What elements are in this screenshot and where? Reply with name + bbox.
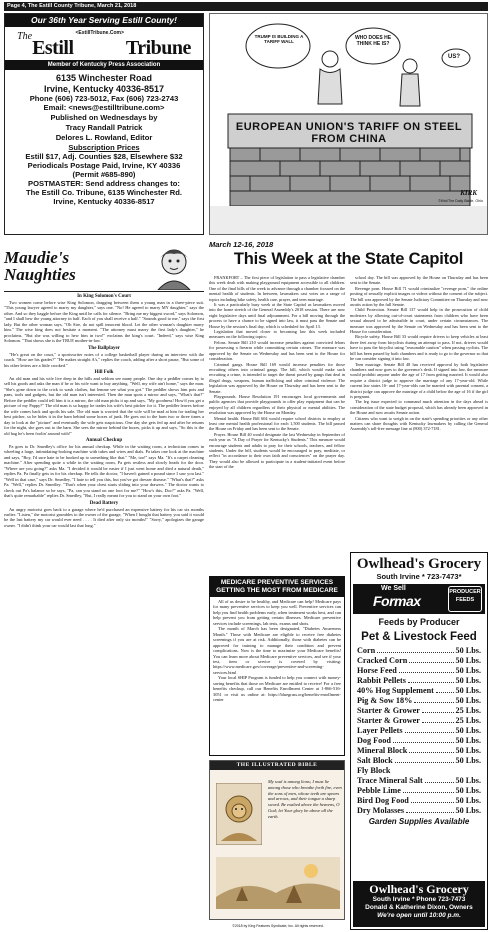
item-weight: 50 Lbs.: [455, 666, 481, 675]
masthead-banner: Our 36th Year Serving Estill County!: [5, 14, 203, 27]
ad-item: [357, 676, 481, 686]
ad-item: [357, 766, 481, 776]
ad-item: [357, 746, 481, 756]
item-weight: 25 Lbs.: [455, 706, 481, 715]
cartoon-bubble-who: WHO DOES HE THINK HE IS?: [354, 35, 392, 47]
page-header: Page 4, The Estill County Tribune, March 21, 2018: [4, 2, 488, 11]
ad-footer-owners: Donald & Katherine Dixon, Owners: [365, 904, 473, 911]
maudie-column: [4, 240, 204, 930]
cartoon-bubble-us: US?: [448, 54, 460, 60]
item-name: Corn: [357, 646, 376, 655]
maudie-title-line-2: Naughties: [4, 264, 76, 284]
medicare-paragraph: All of us desire to be healthy, and Medicare can help! Medicare pays for many preventive services to keep you well. Preventive services can help you find health problems early, when treatment works best, and can help prevent you from getting certain illnesses. Medicare preventive services include screenings, lab tests, exams and shots.: [213, 599, 341, 626]
article-paragraph: Citizens who want to weigh in on the state's spending priorities or any other matters can share thoughts with Kentucky lawmakers by calling the General Assembly's toll-free message line at (800) 372-7181.: [350, 415, 488, 432]
story-body: An old man and his wife live deep in the hills and seldom see many people. One day a peddler comes by to sell his goods and asks the man if he or his wife want to buy anything. "Well, my wife ain't home," says the man. "She's gone down to the crick to wash clothes, but lemme see what you got." The peddler shows him pots and pans, tools and gadgets, but the old man isn't interested. Then the man spots a mirror and says, "What's that?" Before the peddler could tell him it is a mirror, the old man picks it up and says, "My goodness! How'd you get a picture of my Pappy?" The old man is so happy he trades his wife's best pitcher for it. The peddler leaves before the wife comes back and spoils his sale. The old man is worried that the wife will be mad at him for trading her best pitcher, so he hides it in the barn behind some boxes of junk. He goes out to the barn two or three times a day to look at the "picture" and eventually the wife gets suspicious. One day she gets fed up and after he returns for the night, she goes out to the barn. She sees the mirror behind the boxes, picks it up and says, "So this is the old hag he's been foolin' around with!": [4, 375, 204, 436]
postmaster-line-3: Irvine, Kentucky 40336-8517: [53, 197, 155, 206]
article-paragraph: Prayer. House Bill 40 would designate the last Wednesday in September of each year as "A Day of Prayer for Kentucky's Students." This measure would encourage students and adults to pray for their schools, teachers, and fellow students. Under the bill, students would be encouraged to pray, meditate, or reflect "in accordance to their own faith and consciences" on the prayer day. They would also be allowed to participate in a student-initiated event before the start of the: [209, 431, 345, 470]
medicare-paragraph: The month of March has been designated, "Diabetes Awareness Month." Those with Medicare are eligible to receive free diabetes screenings if you are at risk. Additionally, those with diabetes can be approved for training to manage their condition and prevent complications. Now is the time to maximize your Medicare benefits! You can learn more about Medicare preventive services, and see if your test, item or service is covered by visiting: https://www.medicare.gov/coverage/preventive-and-screening-services.html: [213, 626, 341, 675]
medicare-heading-1: MEDICARE PREVENTIVE SERVICES: [220, 579, 334, 586]
badge-line-1: PRODUCER: [449, 589, 481, 595]
bible-verse: My soul is among lions; I must lie among those who breathe forth fire, even the sons of men, whose teeth are spears and arrows, and their tongue a sharp sword. Be exalted above the heavens, O God; let Your glory be above all the earth.: [268, 779, 342, 819]
item-name: Mineral Block: [357, 746, 408, 755]
item-weight: 50 Lbs.: [455, 786, 481, 795]
postmaster-line-1: POSTMASTER: Send address changes to:: [28, 179, 180, 188]
illustrated-bible-header: THE ILLUSTRATED BIBLE: [210, 761, 344, 770]
item-weight: 50 Lbs.: [455, 806, 481, 815]
article-paragraph: The leg issue expected to command much attention in the days ahead is consideration of the state budget proposal, which has already been approved in the House and now awaits Senate action.: [350, 399, 488, 416]
article-paragraph: Legislation that moved closer to becoming law this week included measures on the following topics:: [209, 329, 345, 340]
story-head: In King Solomon's Court: [77, 294, 131, 299]
ad-item: [357, 666, 481, 676]
item-weight: 50 Lbs.: [455, 656, 481, 665]
published-line: Published on Wednesdays by: [50, 113, 158, 122]
nameplate-estill: Estill: [32, 37, 74, 59]
ad-item: [357, 776, 481, 786]
medicare-heading-2: GETTING THE MOST FROM MEDICARE: [216, 587, 338, 594]
item-name: Starter & Grower: [357, 716, 420, 725]
ad-footer: [353, 881, 485, 927]
story-head: Dead Battery: [89, 500, 119, 506]
item-weight: 50 Lbs.: [455, 686, 481, 695]
item-name: Pebble Lime: [357, 786, 401, 795]
story-body: Two women come before wise King Solomon, dragging between them a young man in a three-piece suit. "This young lawyer agreed to marry my daughter," says one. "No! He agreed to marry MY daughter," says the other. And so they haggle before the King until he calls for silence. "Bring me my biggest sword," says Solomon, "and I shall hew the young attorney in half. Each of you shall receive a half." "Sounds good to me," says the first lady. But the other woman says, "Oh Sire, do not spill innocent blood. Let the other woman's daughter marry him." The wise king does not hesitate a moment. "The attorney must marry the first lady's daughter," he proclaims. "But she was willing to hew him in two!" exclaims the king's court. "Indeed," says wise King Solomon. "That shows she is the TRUE mother-in-law.": [4, 300, 204, 344]
ad-item: [357, 786, 481, 796]
ad-feeds-by: Feeds by Producer: [378, 617, 460, 627]
ad-item: [357, 726, 481, 736]
ad-item: [357, 656, 481, 666]
ad-item: [357, 646, 481, 656]
article-paragraph: Criminal gangs. House Bill 169 would increase penalties for those recruiting others into criminal gangs. The bill, which would make such recruiting a crime, is intended to target the threat posed by gangs that deal in illegal drugs, weapons, human trafficking and other criminal violence. The legislation was approved by the House on Thursday and has been sent to the Senate.: [209, 361, 345, 394]
item-weight: 50 Lbs.: [455, 646, 481, 655]
article-paragraph: Teen marriage. Senate Bill 48 has received approval by both legislative chambers and now goes to the governor's desk. If signed into law, the measure would prohibit anyone under the age of 17 from getting married. It would also require a district judge to approve the marriage of any 17-year-old. While current law states 16- and 17-year-olds can be married with parental consent, a district judge can approve the marriage of a child below the age of 16 if the girl is pregnant.: [350, 361, 488, 399]
item-name: Trace Mineral Salt: [357, 776, 423, 785]
maudie-header: [4, 240, 204, 292]
maudie-title: [4, 249, 76, 283]
ad-formax-band: [353, 584, 485, 614]
address-line-2: Irvine, Kentucky 40336-8517: [43, 83, 165, 94]
medicare-paragraph: Your local SHIP Program is funded to help you connect with money-saving benefits that those on Medicare are entitled to receive! For a free benefits checkup, call our Benefits Enrollment Center at 1-866-516-3051 or visit us online at: https://bluegrass.org/benefits-enrollment-center: [213, 675, 341, 703]
item-name: Salt Block: [357, 756, 393, 765]
cartoon-caption: EUROPEAN UNION'S TARIFF ON STEEL FROM CHINA: [235, 121, 463, 145]
landscape-illustration-icon: [216, 857, 340, 909]
item-weight: 25 Lbs.: [455, 716, 481, 725]
article-column-2: [350, 275, 488, 432]
postage-line: Periodicals Postage Paid, Irvine, KY 40336: [27, 161, 181, 170]
masthead-nameplate: [5, 27, 203, 60]
ad-item: [357, 736, 481, 746]
item-name: 40% Hog Supplement: [357, 686, 434, 695]
article-headline: This Week at the State Capitol: [233, 250, 464, 268]
maudie-portrait-icon: [148, 242, 200, 290]
article-paragraph: school day. The bill was approved by the House on Thursday and has been sent to the Senate.: [350, 275, 488, 286]
item-name: Dog Food: [357, 736, 391, 745]
item-weight: 50 Lbs.: [455, 676, 481, 685]
item-weight: 50 Lbs.: [455, 796, 481, 805]
ad-item: [357, 756, 481, 766]
article-paragraph: Bicycle safety. House Bill 33 would require drivers to keep vehicles at least three feet away from bicyclists during an attempt to pass. If not, drivers would have to pass the bicyclist using "reasonable caution" when passing cyclists. The bill has been passed by both chambers and is ready to go to the governor so that he can consider signing it into law.: [350, 334, 488, 362]
masthead-address-block: [5, 70, 203, 206]
story-head: Annual Checkup: [85, 437, 123, 443]
ad-item: [357, 796, 481, 806]
lion-illustration-icon: [216, 783, 262, 845]
illustrated-bible-box: [209, 760, 345, 928]
item-name: Layer Pellets: [357, 726, 403, 735]
ad-item: [357, 806, 481, 816]
story-body: "He's great on the court," a sportswriter notes of a college basketball player during an interview with the coach. "How are his grades?" "He makes straight A's," replies the coach, adding after a short pause, "But some of his other letters are a little crooked.": [4, 351, 204, 368]
article-paragraph: It was a particularly busy week at the State Capitol as lawmakers moved into the home stretch of the General Assembly's 2018 session. There are now eight legislative days until final adjournment. For a bill moving through the process to have a chance to be signed into law, it must pass the Senate and House by the session's final day, which is scheduled for April 13.: [209, 302, 345, 329]
address-line-1: 6135 Winchester Road: [56, 73, 152, 83]
cartoon-signature: KIRK: [460, 189, 477, 197]
ad-formax-logo: Formax: [373, 593, 421, 609]
subscription-prices: Estill $17, Adj. Counties $28, Elsewhere $32: [25, 152, 183, 161]
ad-we-sell: We Sell: [381, 585, 406, 592]
story-head: Hill Folk: [94, 369, 114, 375]
item-weight: 50 Lbs.: [455, 746, 481, 755]
publisher-name-2: Delores L. Rowland, Editor: [55, 133, 153, 142]
article-date: March 12-16, 2018: [209, 240, 274, 249]
subscription-heading: Subscription Prices: [68, 143, 140, 152]
nameplate-tribune: Tribune: [125, 37, 191, 59]
article-paragraph: Felons. Senate Bill 210 would increase penalties against convicted felons for possessing a firearm while committing certain crimes. The measure was approved by the Senate on Wednesday and has been sent to the House for consideration.: [209, 339, 345, 362]
item-name: Pig & Sow 18%: [357, 696, 413, 705]
item-name: Fly Block: [357, 766, 391, 775]
item-weight: 50 Lbs.: [455, 736, 481, 745]
publisher-name-1: Tracy Randall Patrick: [65, 123, 143, 132]
medicare-header: [210, 577, 344, 597]
illustrated-credit: ©2018 by King Features Syndicate, Inc. All rights reserved.: [232, 924, 324, 928]
ad-store-phone: South Irvine * 723-7473*: [376, 572, 462, 581]
owlheads-grocery-ad: [350, 552, 488, 930]
ad-footer-hours: We're open until 10:00 p.m.: [377, 912, 461, 919]
item-name: Rabbit Pellets: [357, 676, 406, 685]
ad-footer-name: Owlhead's Grocery: [369, 882, 469, 896]
story-head: The Ballplayer: [88, 345, 120, 351]
ad-item: [357, 686, 481, 696]
item-name: Dry Molasses: [357, 806, 405, 815]
article-paragraph: Playgrounds. House Resolution 191 encourages local governments and public agencies that provide playgrounds to offer play equipment that can be enjoyed by all children regardless of their physical or mental abilities. The resolution was approved by the House on Monday.: [209, 393, 345, 416]
email-line[interactable]: Email: <news@estilltribune.com>: [43, 103, 165, 112]
ad-garden-supplies: Garden Supplies Available: [368, 817, 470, 826]
postmaster-line-2: The Estill Co. Tribune, 6135 Winchester Rd.: [25, 188, 183, 197]
article-paragraph: Revenge porn. House Bill 71 would criminalize "revenge porn," the online posting of sexually explicit images or videos without the consent of the subject. The bill was approved by the Senate Judiciary Committee on Thursday and now awaits action by the full Senate.: [350, 285, 488, 308]
ad-item: [357, 716, 481, 726]
masthead-box: [4, 13, 204, 235]
item-name: Horse Feed: [357, 666, 397, 675]
maudie-stories: [4, 294, 204, 528]
item-weight: 50 Lbs.: [455, 726, 481, 735]
permit-line: (Permit #685-890): [72, 170, 136, 179]
article-paragraph: FRANKFORT – The first piece of legislation to pass a legislative chamber this week dealt with making playground equipment accessible to all children. One of the final bills of the week to advance through a chamber focused on the mental health of students. In between, lawmakers cast votes on a range of topics including bike safety, health care, prayer, and teen marriage.: [209, 275, 345, 302]
ad-pet-heading: Pet & Livestock Feed: [361, 631, 477, 643]
producer-feeds-badge: [448, 586, 482, 612]
badge-line-2: FEEDS: [455, 597, 475, 603]
item-weight: 50 Lbs.: [455, 696, 481, 705]
cartoon-credit: ©Kirk/The Daily Blade, Ohio: [438, 199, 483, 203]
member-line: Member of Kentucky Press Association: [5, 60, 203, 70]
article-paragraph: Mental health. House Bill 604 would require school districts to employ at least one mental health professional for each 1,500 students. The bill passed the House on Friday and has been sent to the Senate.: [209, 415, 345, 432]
editorial-cartoon: [209, 13, 488, 235]
ad-store-name: Owlhead's Grocery: [356, 556, 482, 572]
ad-item: [357, 696, 481, 706]
item-weight: 50 Lbs.: [455, 776, 481, 785]
article-column-1: [209, 275, 345, 470]
item-name: Bird Dog Food: [357, 796, 409, 805]
maudie-title-line-1: Maudie's: [4, 247, 70, 267]
nameplate-site[interactable]: <EstillTribune.Com>: [75, 30, 124, 36]
item-name: Starter & Grower: [357, 706, 420, 715]
ad-item-list: [357, 646, 481, 816]
nameplate-the: The: [17, 31, 33, 42]
item-name: Cracked Corn: [357, 656, 408, 665]
ad-footer-phone: South Irvine * Phone 723-7473: [372, 896, 466, 903]
article-paragraph: Child Protection. Senate Bill 137 would help in the prosecution of child molesters by allowing out-of-court statements from children who have been sexual abused to be admissible in court, under certain circumstances. The measure was approved by the Senate on Wednesday and has been sent to the House for consideration.: [350, 307, 488, 335]
ad-item: [357, 706, 481, 716]
story-body: Pa goes to Dr. Smedley's office for his annual checkup. While in the waiting room, a technician comes in wheeling a large, intimidating-looking machine with tubes and wires and dials. Pa takes one look at the machine and says, "Boy, I'd sure hate to be hooked up to something like that." "Me, too!" says Ma. "It's a carpet cleaning machine." After spending quite a while in the waiting room, Pa gets restless and slowly heads for the door. "Where are you going?" asks Ma. "I decided it would be easier if I just went home and died a natural death," replies Pa. Pa finally gets in for his checkup. He tells the doctor, "I haven't gained a pound since I saw you last." "Well in that case," says Dr. Smedley, "I hate to tell you this, but you've got dresser disease." "What's that?" asks Pa. "Well," replies Dr. Smedley. "That's when your chest starts sliding into your drawers." The doctor wants to check out Pa's balance so he says, "Pa, can you stand on one foot for me?" "How's this, Doc?" asks Pa. "Well, that's quite remarkable" replies Dr. Smedley, "But, I really meant for you to stand on your own foot.": [4, 443, 204, 499]
story-body: An angry motorist goes back to a garage where he'd purchased an expensive battery for his car six months earlier. "Listen," the motorist grumbles to the owner of the garage, "When I bought that battery you said it would be the last battery my car would ever need . . . . It died after only six months!" "Sorry," apologizes the garage owner. "I didn't think your car would last that long.": [4, 506, 204, 528]
medicare-box: [209, 576, 345, 756]
cartoon-bubble-trump: TRUMP IS BUILDING A TARIFF WALL: [254, 34, 304, 45]
item-weight: 50 Lbs.: [455, 756, 481, 765]
phone-line: Phone (606) 723-5012, Fax (606) 723-2743: [29, 94, 179, 103]
